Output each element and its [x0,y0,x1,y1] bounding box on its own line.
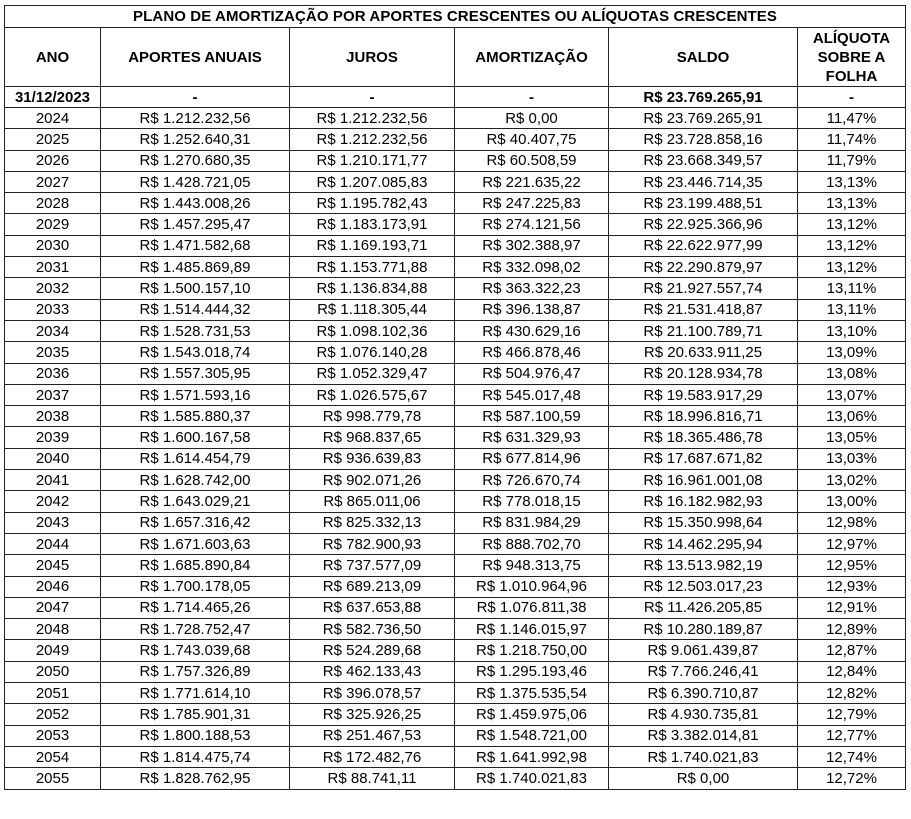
cell-juros: R$ 88.741,11 [290,768,455,789]
cell-aliquota: 13,00% [798,491,906,512]
cell-amortizacao: R$ 274.121,56 [455,214,609,235]
cell-aportes: R$ 1.757.326,89 [101,661,290,682]
cell-amortizacao: R$ 430.629,16 [455,320,609,341]
table-row [5,150,906,171]
cell-aportes: R$ 1.728.752,47 [101,619,290,640]
cell-aliquota: 13,12% [798,214,906,235]
cell-aportes: R$ 1.514.444,32 [101,299,290,320]
cell-juros: R$ 1.183.173,91 [290,214,455,235]
cell-amortizacao: R$ 831.984,29 [455,512,609,533]
cell-aportes: R$ 1.600.167,58 [101,427,290,448]
cell-saldo: R$ 21.531.418,87 [609,299,798,320]
cell-ano: 2042 [5,491,101,512]
cell-amortizacao: R$ 1.218.750,00 [455,640,609,661]
cell-aportes: R$ 1.571.593,16 [101,384,290,405]
table-row [5,342,906,363]
table-row [5,235,906,256]
cell-amortizacao: R$ 332.098,02 [455,257,609,278]
cell-amortizacao: R$ 1.375.535,54 [455,683,609,704]
cell-aportes: R$ 1.785.901,31 [101,704,290,725]
cell-aliquota: 13,05% [798,427,906,448]
cell-ano: 2052 [5,704,101,725]
cell-saldo: R$ 11.426.205,85 [609,597,798,618]
cell-amortizacao: R$ 60.508,59 [455,150,609,171]
cell-aportes: R$ 1.828.762,95 [101,768,290,789]
cell-amortizacao: R$ 1.146.015,97 [455,619,609,640]
cell-aportes: R$ 1.628.742,00 [101,470,290,491]
cell-amortizacao: R$ 221.635,22 [455,171,609,192]
cell-juros: R$ 1.052.329,47 [290,363,455,384]
cell-ano: 2036 [5,363,101,384]
cell-ano: 2027 [5,171,101,192]
table-row [5,640,906,661]
cell-aportes: R$ 1.585.880,37 [101,406,290,427]
cell-amortizacao: R$ 545.017,48 [455,384,609,405]
table-row [5,576,906,597]
cell-juros: R$ 1.076.140,28 [290,342,455,363]
table-row [5,108,906,129]
cell-ano: 2034 [5,320,101,341]
cell-aportes: R$ 1.743.039,68 [101,640,290,661]
cell-aportes: R$ 1.543.018,74 [101,342,290,363]
cell-ano: 2038 [5,406,101,427]
initial-row [5,87,906,108]
cell-amortizacao: - [455,87,609,108]
table-row [5,129,906,150]
cell-ano: 2035 [5,342,101,363]
cell-juros: R$ 1.026.575,67 [290,384,455,405]
table-row [5,299,906,320]
cell-aliquota: 11,74% [798,129,906,150]
cell-juros: R$ 936.639,83 [290,448,455,469]
cell-saldo: R$ 1.740.021,83 [609,746,798,767]
cell-aportes: R$ 1.457.295,47 [101,214,290,235]
table-row [5,512,906,533]
cell-aliquota: 12,95% [798,555,906,576]
cell-juros: R$ 998.779,78 [290,406,455,427]
cell-aportes: R$ 1.614.454,79 [101,448,290,469]
cell-ano: 2024 [5,108,101,129]
table-row [5,704,906,725]
cell-ano: 2037 [5,384,101,405]
cell-aportes: R$ 1.500.157,10 [101,278,290,299]
table-row [5,214,906,235]
cell-aliquota: 13,06% [798,406,906,427]
cell-juros: R$ 968.837,65 [290,427,455,448]
cell-aportes: R$ 1.714.465,26 [101,597,290,618]
cell-aliquota: 13,12% [798,257,906,278]
table-row [5,384,906,405]
cell-aliquota: 12,93% [798,576,906,597]
cell-aportes: R$ 1.428.721,05 [101,171,290,192]
cell-aliquota: 13,13% [798,193,906,214]
cell-aliquota: 11,47% [798,108,906,129]
table-row [5,768,906,789]
table-row [5,555,906,576]
cell-saldo: R$ 21.927.557,74 [609,278,798,299]
cell-ano: 2051 [5,683,101,704]
cell-ano: 2047 [5,597,101,618]
cell-aliquota: 12,98% [798,512,906,533]
cell-ano: 2029 [5,214,101,235]
cell-saldo: R$ 6.390.710,87 [609,683,798,704]
cell-aportes: R$ 1.685.890,84 [101,555,290,576]
table-row [5,619,906,640]
cell-saldo: R$ 23.769.265,91 [609,108,798,129]
cell-saldo: R$ 17.687.671,82 [609,448,798,469]
cell-saldo: R$ 4.930.735,81 [609,704,798,725]
cell-aportes: R$ 1.557.305,95 [101,363,290,384]
cell-juros: R$ 1.195.782,43 [290,193,455,214]
cell-aportes: R$ 1.643.029,21 [101,491,290,512]
cell-aliquota: 12,79% [798,704,906,725]
cell-saldo: R$ 9.061.439,87 [609,640,798,661]
cell-aportes: R$ 1.270.680,35 [101,150,290,171]
cell-ano: 2032 [5,278,101,299]
table-row [5,257,906,278]
cell-aportes: R$ 1.771.614,10 [101,683,290,704]
cell-amortizacao: R$ 396.138,87 [455,299,609,320]
cell-amortizacao: R$ 587.100,59 [455,406,609,427]
cell-ano: 2055 [5,768,101,789]
amortization-table-container [4,5,906,790]
cell-juros: R$ 1.169.193,71 [290,235,455,256]
cell-saldo: R$ 20.128.934,78 [609,363,798,384]
cell-ano: 2048 [5,619,101,640]
cell-aportes: R$ 1.671.603,63 [101,533,290,554]
cell-amortizacao: R$ 247.225,83 [455,193,609,214]
cell-saldo: R$ 23.199.488,51 [609,193,798,214]
cell-saldo: R$ 23.446.714,35 [609,171,798,192]
cell-amortizacao: R$ 948.313,75 [455,555,609,576]
cell-juros: R$ 582.736,50 [290,619,455,640]
cell-aliquota: 13,11% [798,278,906,299]
table-row [5,746,906,767]
cell-aportes: R$ 1.485.869,89 [101,257,290,278]
cell-ano: 2040 [5,448,101,469]
cell-aportes: R$ 1.657.316,42 [101,512,290,533]
cell-aliquota: 11,79% [798,150,906,171]
cell-amortizacao: R$ 888.702,70 [455,533,609,554]
cell-aliquota: 12,84% [798,661,906,682]
cell-saldo: R$ 19.583.917,29 [609,384,798,405]
header-juros: JUROS [290,28,455,87]
cell-ano: 2033 [5,299,101,320]
table-row [5,491,906,512]
cell-ano: 31/12/2023 [5,87,101,108]
cell-ano: 2046 [5,576,101,597]
cell-aliquota: 12,89% [798,619,906,640]
cell-saldo: R$ 15.350.998,64 [609,512,798,533]
cell-ano: 2049 [5,640,101,661]
table-row [5,448,906,469]
cell-aliquota: 13,09% [798,342,906,363]
amortization-table [4,5,906,790]
cell-amortizacao: R$ 726.670,74 [455,470,609,491]
cell-amortizacao: R$ 1.641.992,98 [455,746,609,767]
cell-aportes: R$ 1.212.232,56 [101,108,290,129]
header-aliquota-line1: ALÍQUOTA [812,29,891,47]
header-amortizacao: AMORTIZAÇÃO [455,28,609,87]
cell-saldo: R$ 16.961.001,08 [609,470,798,491]
header-aportes-anuais: APORTES ANUAIS [101,28,290,87]
cell-ano: 2025 [5,129,101,150]
cell-ano: 2054 [5,746,101,767]
cell-saldo: R$ 18.365.486,78 [609,427,798,448]
table-row [5,278,906,299]
cell-aliquota: 12,74% [798,746,906,767]
cell-aliquota: 12,82% [798,683,906,704]
cell-saldo: R$ 0,00 [609,768,798,789]
table-row [5,470,906,491]
cell-aliquota: 13,10% [798,320,906,341]
cell-amortizacao: R$ 677.814,96 [455,448,609,469]
cell-juros: R$ 637.653,88 [290,597,455,618]
cell-aliquota: 13,07% [798,384,906,405]
cell-juros: R$ 524.289,68 [290,640,455,661]
table-row [5,171,906,192]
table-row [5,427,906,448]
cell-juros: R$ 1.212.232,56 [290,129,455,150]
cell-saldo: R$ 23.728.858,16 [609,129,798,150]
cell-ano: 2039 [5,427,101,448]
cell-aliquota: 12,91% [798,597,906,618]
cell-juros: R$ 1.153.771,88 [290,257,455,278]
cell-amortizacao: R$ 631.329,93 [455,427,609,448]
header-aliquota-line3: FOLHA [825,67,878,85]
cell-saldo: R$ 23.769.265,91 [609,87,798,108]
cell-amortizacao: R$ 504.976,47 [455,363,609,384]
cell-ano: 2026 [5,150,101,171]
cell-juros: R$ 1.212.232,56 [290,108,455,129]
cell-amortizacao: R$ 1.295.193,46 [455,661,609,682]
cell-aliquota: 12,97% [798,533,906,554]
cell-juros: R$ 902.071,26 [290,470,455,491]
cell-amortizacao: R$ 302.388,97 [455,235,609,256]
cell-amortizacao: R$ 40.407,75 [455,129,609,150]
cell-saldo: R$ 22.622.977,99 [609,235,798,256]
cell-amortizacao: R$ 1.076.811,38 [455,597,609,618]
cell-saldo: R$ 7.766.246,41 [609,661,798,682]
cell-saldo: R$ 12.503.017,23 [609,576,798,597]
cell-juros: R$ 325.926,25 [290,704,455,725]
cell-juros: - [290,87,455,108]
cell-juros: R$ 865.011,06 [290,491,455,512]
cell-saldo: R$ 21.100.789,71 [609,320,798,341]
cell-ano: 2050 [5,661,101,682]
cell-ano: 2045 [5,555,101,576]
cell-ano: 2030 [5,235,101,256]
cell-aportes: R$ 1.252.640,31 [101,129,290,150]
cell-aportes: R$ 1.471.582,68 [101,235,290,256]
cell-amortizacao: R$ 466.878,46 [455,342,609,363]
cell-juros: R$ 737.577,09 [290,555,455,576]
cell-amortizacao: R$ 778.018,15 [455,491,609,512]
table-row [5,725,906,746]
cell-juros: R$ 1.207.085,83 [290,171,455,192]
cell-amortizacao: R$ 0,00 [455,108,609,129]
table-row [5,683,906,704]
cell-juros: R$ 1.136.834,88 [290,278,455,299]
cell-juros: R$ 396.078,57 [290,683,455,704]
cell-saldo: R$ 22.290.879,97 [609,257,798,278]
table-row [5,320,906,341]
cell-amortizacao: R$ 363.322,23 [455,278,609,299]
cell-ano: 2044 [5,533,101,554]
cell-amortizacao: R$ 1.548.721,00 [455,725,609,746]
cell-juros: R$ 782.900,93 [290,533,455,554]
cell-amortizacao: R$ 1.740.021,83 [455,768,609,789]
cell-aliquota: 13,08% [798,363,906,384]
cell-ano: 2053 [5,725,101,746]
cell-saldo: R$ 10.280.189,87 [609,619,798,640]
table-row [5,597,906,618]
cell-juros: R$ 1.210.171,77 [290,150,455,171]
table-row [5,661,906,682]
cell-saldo: R$ 14.462.295,94 [609,533,798,554]
cell-aportes: R$ 1.700.178,05 [101,576,290,597]
cell-juros: R$ 1.098.102,36 [290,320,455,341]
cell-saldo: R$ 22.925.366,96 [609,214,798,235]
cell-ano: 2041 [5,470,101,491]
cell-ano: 2028 [5,193,101,214]
cell-aliquota: - [798,87,906,108]
cell-aliquota: 13,03% [798,448,906,469]
cell-juros: R$ 1.118.305,44 [290,299,455,320]
table-body [5,108,906,790]
table-row [5,533,906,554]
table-row [5,406,906,427]
cell-aliquota: 12,72% [798,768,906,789]
cell-aliquota: 13,02% [798,470,906,491]
header-aliquota-line2: SOBRE A [817,48,886,66]
cell-saldo: R$ 20.633.911,25 [609,342,798,363]
cell-ano: 2031 [5,257,101,278]
cell-aportes: R$ 1.814.475,74 [101,746,290,767]
cell-amortizacao: R$ 1.459.975,06 [455,704,609,725]
cell-aliquota: 13,12% [798,235,906,256]
cell-juros: R$ 172.482,76 [290,746,455,767]
table-title: PLANO DE AMORTIZAÇÃO POR APORTES CRESCENTES OU ALÍQUOTAS CRESCENTES [5,6,906,28]
cell-juros: R$ 251.467,53 [290,725,455,746]
header-saldo: SALDO [609,28,798,87]
cell-saldo: R$ 3.382.014,81 [609,725,798,746]
cell-saldo: R$ 16.182.982,93 [609,491,798,512]
header-ano: ANO [5,28,101,87]
cell-aliquota: 13,11% [798,299,906,320]
table-row [5,193,906,214]
cell-amortizacao: R$ 1.010.964,96 [455,576,609,597]
cell-aliquota: 12,77% [798,725,906,746]
cell-aliquota: 13,13% [798,171,906,192]
header-aliquota [798,28,906,87]
cell-aportes: R$ 1.528.731,53 [101,320,290,341]
cell-saldo: R$ 18.996.816,71 [609,406,798,427]
cell-saldo: R$ 23.668.349,57 [609,150,798,171]
cell-juros: R$ 825.332,13 [290,512,455,533]
cell-aportes: R$ 1.443.008,26 [101,193,290,214]
cell-aportes: R$ 1.800.188,53 [101,725,290,746]
cell-aliquota: 12,87% [798,640,906,661]
cell-juros: R$ 689.213,09 [290,576,455,597]
cell-ano: 2043 [5,512,101,533]
table-row [5,363,906,384]
cell-juros: R$ 462.133,43 [290,661,455,682]
cell-saldo: R$ 13.513.982,19 [609,555,798,576]
cell-aportes: - [101,87,290,108]
